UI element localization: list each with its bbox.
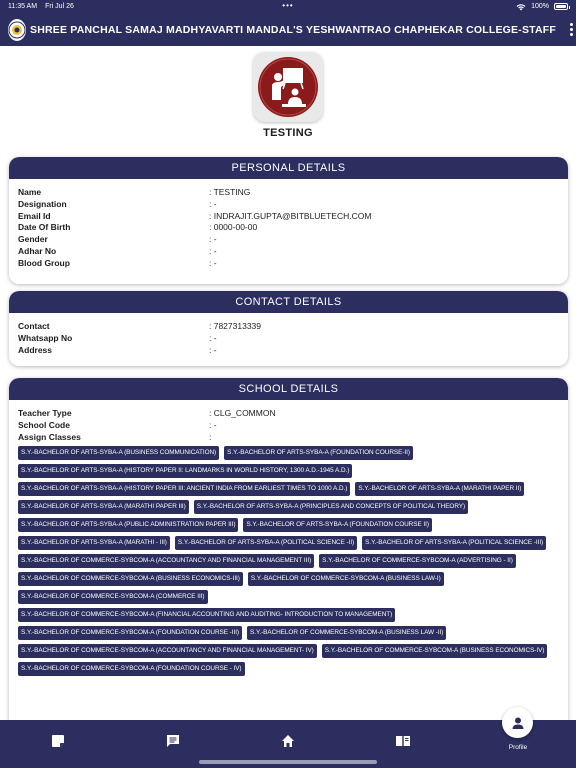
app-bar (0, 13, 576, 46)
class-chip: S.Y.-BACHELOR OF ARTS-SYBA-A (PRINCIPLES AND CONCEPTS OF POLITICAL THEORY) (194, 500, 468, 514)
detail-value: : (209, 431, 212, 442)
class-chip: S.Y.-BACHELOR OF ARTS-SYBA-A (FOUNDATION COURSE-II) (224, 446, 413, 460)
detail-value: : - (209, 257, 217, 268)
class-chip: S.Y.-BACHELOR OF COMMERCE-SYBCOM-A (COMMERCE III) (18, 590, 208, 604)
detail-label: Address (18, 344, 53, 355)
detail-row (18, 187, 559, 199)
class-chip: S.Y.-BACHELOR OF COMMERCE-SYBCOM-A (FOUNDATION COURSE - IV) (18, 662, 245, 676)
status-date: Fri Jul 26 (45, 3, 74, 10)
class-chip: S.Y.-BACHELOR OF COMMERCE-SYBCOM-A (ACCOUNTANCY AND FINANCIAL MANAGEMENT III) (18, 554, 314, 568)
detail-row (18, 199, 559, 211)
school-details-card (9, 378, 568, 738)
class-chip: S.Y.-BACHELOR OF ARTS-SYBA-A (BUSINESS COMMUNICATION) (18, 446, 219, 460)
home-indicator[interactable] (199, 760, 377, 764)
detail-row (18, 321, 559, 333)
app-title: SHREE PANCHAL SAMAJ MADHYAVARTI MANDAL'S YESHWANTRAO CHAPHEKAR COLLEGE-STAFF (30, 23, 556, 36)
detail-row (18, 234, 559, 246)
profile-button[interactable] (502, 707, 533, 738)
detail-label: Teacher Type (18, 408, 72, 418)
chat-icon (166, 734, 180, 748)
detail-value: : 7827313339 (209, 321, 261, 331)
class-chip: S.Y.-BACHELOR OF ARTS-SYBA-A (POLITICAL SCIENCE -III) (362, 536, 546, 550)
battery-percent: 100% (531, 3, 549, 10)
person-icon (511, 716, 525, 730)
class-chip: S.Y.-BACHELOR OF ARTS-SYBA-A (FOUNDATION COURSE II) (243, 518, 431, 532)
personal-details-header: PERSONAL DETAILS (9, 157, 568, 179)
detail-label: Designation (18, 198, 67, 209)
battery-icon (554, 3, 568, 10)
class-chip: S.Y.-BACHELOR OF ARTS-SYBA-A (HISTORY PAPER III: ANCIENT INDIA FROM EARLIEST TIMES TO 1000 A.D.) (18, 482, 350, 496)
status-bar (0, 0, 576, 13)
nav-item-messages[interactable] (163, 732, 183, 750)
teacher-name: TESTING (263, 127, 313, 139)
profile-nav-label: Profile (508, 744, 528, 751)
detail-value: : - (209, 419, 217, 430)
class-chip: S.Y.-BACHELOR OF ARTS-SYBA-A (PUBLIC ADMINISTRATION PAPER III) (18, 518, 238, 532)
detail-row (18, 211, 559, 223)
detail-value: : CLG_COMMON (209, 408, 276, 418)
class-chip: S.Y.-BACHELOR OF ARTS-SYBA-A (MARATHI - III) (18, 536, 170, 550)
teacher-avatar (253, 52, 323, 122)
contact-details-card (9, 291, 568, 366)
detail-label: School Code (18, 419, 70, 430)
detail-label: Whatsapp No (18, 332, 73, 343)
class-chip: S.Y.-BACHELOR OF COMMERCE-SYBCOM-A (BUSINESS LAW -II) (247, 626, 446, 640)
class-chip: S.Y.-BACHELOR OF ARTS-SYBA-A (MARATHI PAPER III) (18, 500, 189, 514)
detail-label: Gender (18, 234, 48, 245)
personal-details-card (9, 157, 568, 284)
class-chip: S.Y.-BACHELOR OF COMMERCE-SYBCOM-A (ADVERTISING - II) (319, 554, 516, 568)
more-options-icon[interactable] (570, 21, 573, 39)
assigned-classes-list (9, 443, 568, 676)
nav-item-notes[interactable] (48, 732, 68, 750)
class-chip: S.Y.-BACHELOR OF COMMERCE-SYBCOM-A (FINANCIAL ACCOUNTING AND AUDITING- INTRODUCTION TO MANAGEMENT) (18, 608, 395, 622)
detail-label: Date Of Birth (18, 222, 71, 233)
detail-label: Email Id (18, 210, 51, 221)
class-chip: S.Y.-BACHELOR OF COMMERCE-SYBCOM-A (BUSINESS LAW-I) (248, 572, 444, 586)
detail-label: Adhar No (18, 245, 57, 256)
detail-label: Contact (18, 321, 50, 331)
class-chip: S.Y.-BACHELOR OF COMMERCE-SYBCOM-A (FOUNDATION COURSE -III) (18, 626, 242, 640)
contact-details-header: CONTACT DETAILS (9, 291, 568, 313)
detail-value: : TESTING (209, 187, 251, 197)
nav-item-home[interactable] (278, 732, 298, 750)
detail-value: : - (209, 332, 217, 343)
class-chip: S.Y.-BACHELOR OF ARTS-SYBA-A (POLITICAL SCIENCE -II) (175, 536, 357, 550)
status-time: 11:35 AM (8, 3, 38, 10)
detail-value: : - (209, 234, 217, 245)
nav-item-library[interactable] (393, 732, 413, 750)
class-chip: S.Y.-BACHELOR OF ARTS-SYBA-A (MARATHI PAPER II) (355, 482, 524, 496)
detail-row (18, 222, 559, 234)
book-icon (395, 734, 411, 748)
detail-row (18, 420, 559, 432)
detail-value: : 0000-00-00 (209, 222, 258, 233)
profile-header (0, 52, 576, 139)
document-edit-icon (51, 734, 65, 748)
multitask-dots[interactable]: ••• (282, 1, 294, 10)
detail-row (18, 246, 559, 258)
class-chip: S.Y.-BACHELOR OF COMMERCE-SYBCOM-A (BUSINESS ECONOMICS-IV) (322, 644, 548, 658)
detail-row (18, 345, 559, 357)
detail-row (18, 258, 559, 270)
detail-value: : INDRAJIT.GUPTA@BITBLUETECH.COM (209, 210, 372, 221)
class-chip: S.Y.-BACHELOR OF COMMERCE-SYBCOM-A (ACCOUNTANCY AND FINANCIAL MANAGEMENT- IV) (18, 644, 317, 658)
home-icon (281, 734, 295, 748)
class-chip: S.Y.-BACHELOR OF ARTS-SYBA-A (HISTORY PAPER II: LANDMARKS IN WORLD HISTORY, 1300 A.D.-1945 A.D.) (18, 464, 352, 478)
college-logo[interactable] (8, 19, 26, 41)
detail-value: : - (209, 198, 217, 209)
detail-value: : - (209, 245, 217, 256)
wifi-icon (516, 3, 526, 11)
detail-label: Name (18, 187, 42, 197)
detail-label: Blood Group (18, 257, 70, 268)
detail-value: : - (209, 344, 217, 355)
detail-row (18, 432, 559, 444)
detail-label: Assign Classes (18, 431, 81, 442)
school-details-header: SCHOOL DETAILS (9, 378, 568, 400)
detail-row (18, 408, 559, 420)
class-chip: S.Y.-BACHELOR OF COMMERCE-SYBCOM-A (BUSINESS ECONOMICS-III) (18, 572, 243, 586)
detail-row (18, 333, 559, 345)
